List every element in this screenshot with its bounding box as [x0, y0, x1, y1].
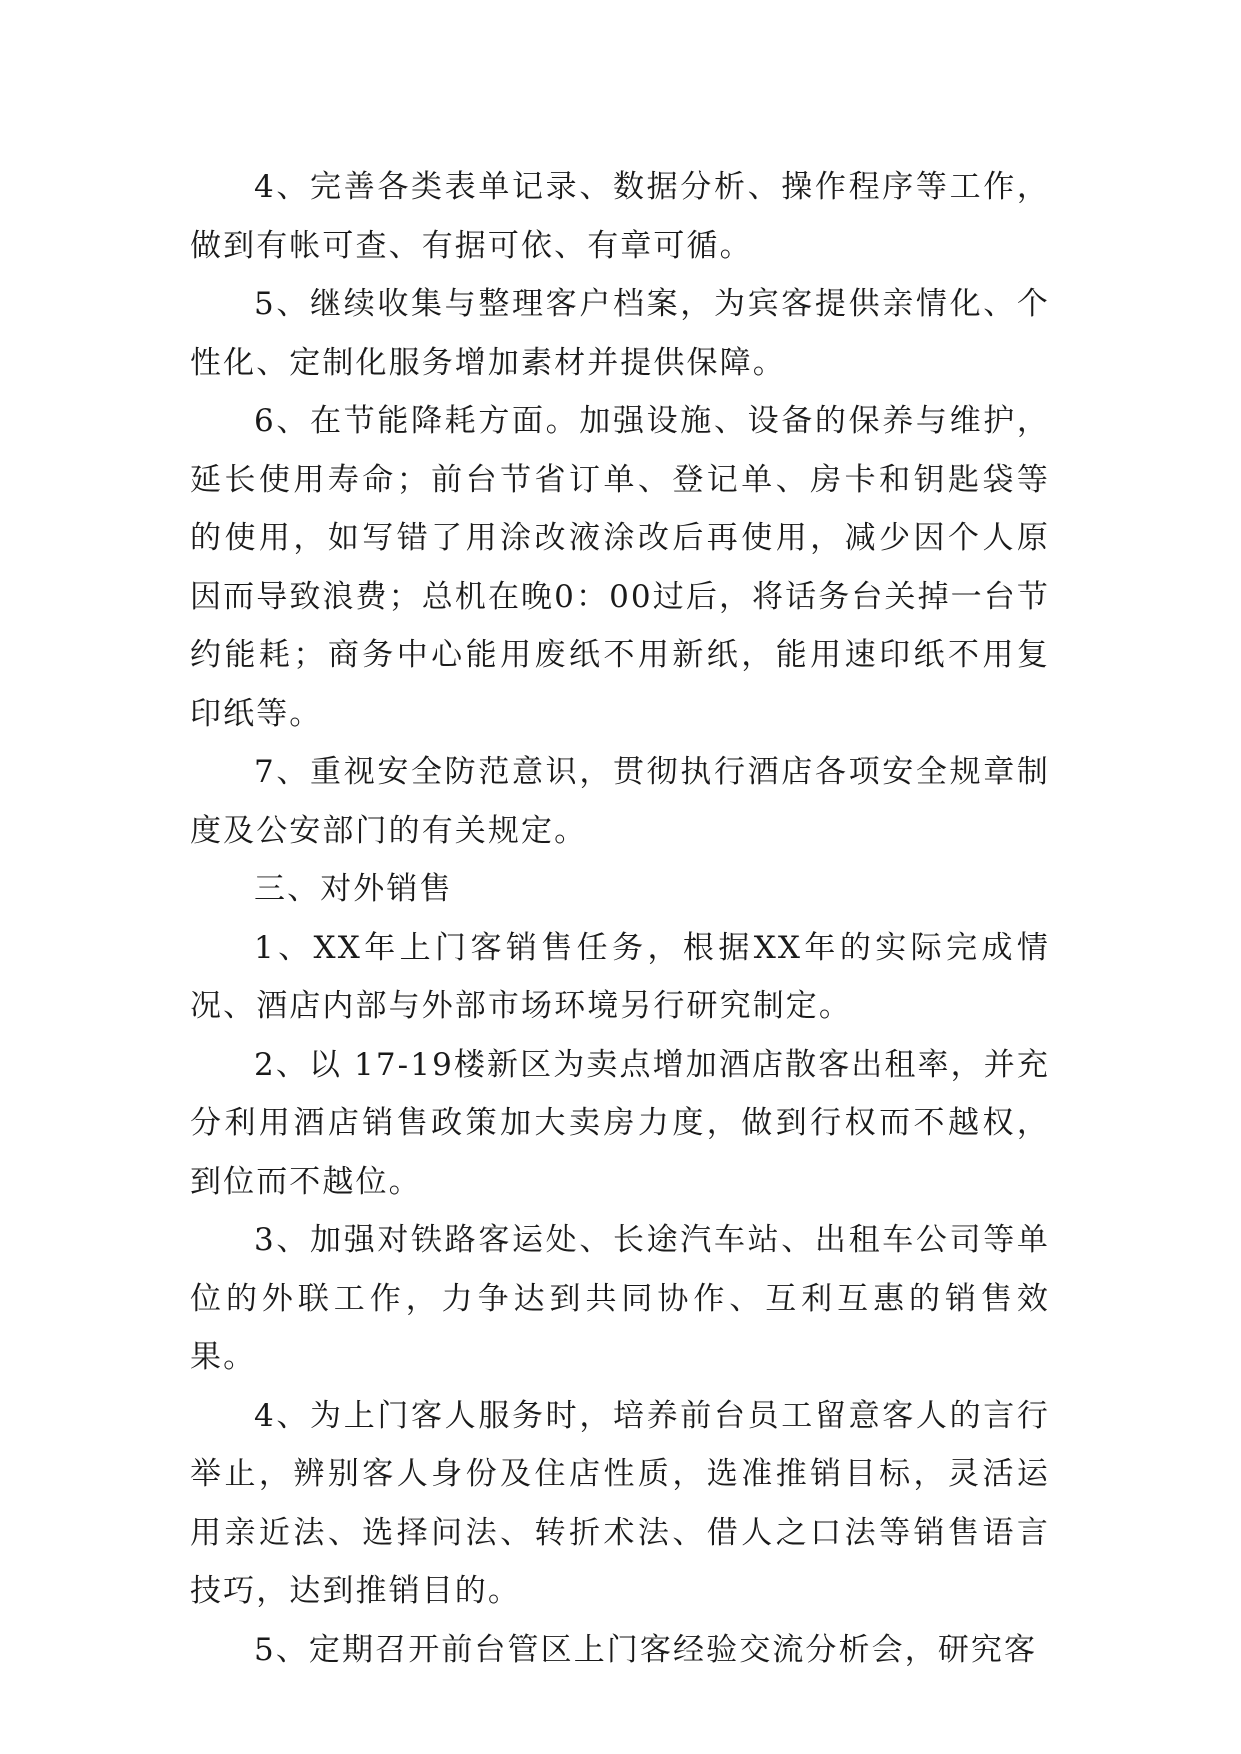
- paragraph-sales-5-meetings: 5、定期召开前台管区上门客经验交流分析会，研究客: [254, 1631, 1038, 1668]
- paragraph-item-4-records: 4、完善各类表单记录、数据分析、操作程序等工作，做到有帐可查、有据可依、有章可循。: [190, 169, 1050, 264]
- paragraph-item-6-energy-saving: 6、在节能降耗方面。加强设施、设备的保养与维护，延长使用寿命；前台节省订单、登记单、房卡和钥匙袋等的使用，如写错了用涂改液涂改后再使用，减少因个人原因而导致浪费；总机在晚0：00过后，将话务台关掉一台节约能耗；商务中心能用废纸不用新纸，能用速印纸不用复印纸等。: [190, 403, 1050, 732]
- paragraph-sales-4-service: 4、为上门客人服务时，培养前台员工留意客人的言行举止，辨别客人身份及住店性质，选准推销目标，灵活运用亲近法、选择问法、转折术法、借人之口法等销售语言技巧，达到推销目的。: [190, 1397, 1050, 1609]
- paragraph-item-7-safety: 7、重视安全防范意识，贯彻执行酒店各项安全规章制度及公安部门的有关规定。: [190, 754, 1050, 849]
- section-heading-external-sales: 三、对外销售: [254, 871, 453, 907]
- paragraph-sales-2-new-area: 2、以 17-19楼新区为卖点增加酒店散客出租率，并充分利用酒店销售政策加大卖房力度，做到行权而不越权，到位而不越位。: [190, 1046, 1050, 1200]
- paragraph-sales-1-targets: 1、XX年上门客销售任务，根据XX年的实际完成情况、酒店内部与外部市场环境另行研究制定。: [190, 929, 1050, 1024]
- paragraph-item-5-customer-files: 5、继续收集与整理客户档案，为宾客提供亲情化、个性化、定制化服务增加素材并提供保障。: [190, 286, 1050, 381]
- paragraph-sales-3-liaison: 3、加强对铁路客运处、长途汽车站、出租车公司等单位的外联工作，力争达到共同协作、互利互惠的销售效果。: [190, 1222, 1050, 1375]
- document-body: [190, 158, 1050, 1679]
